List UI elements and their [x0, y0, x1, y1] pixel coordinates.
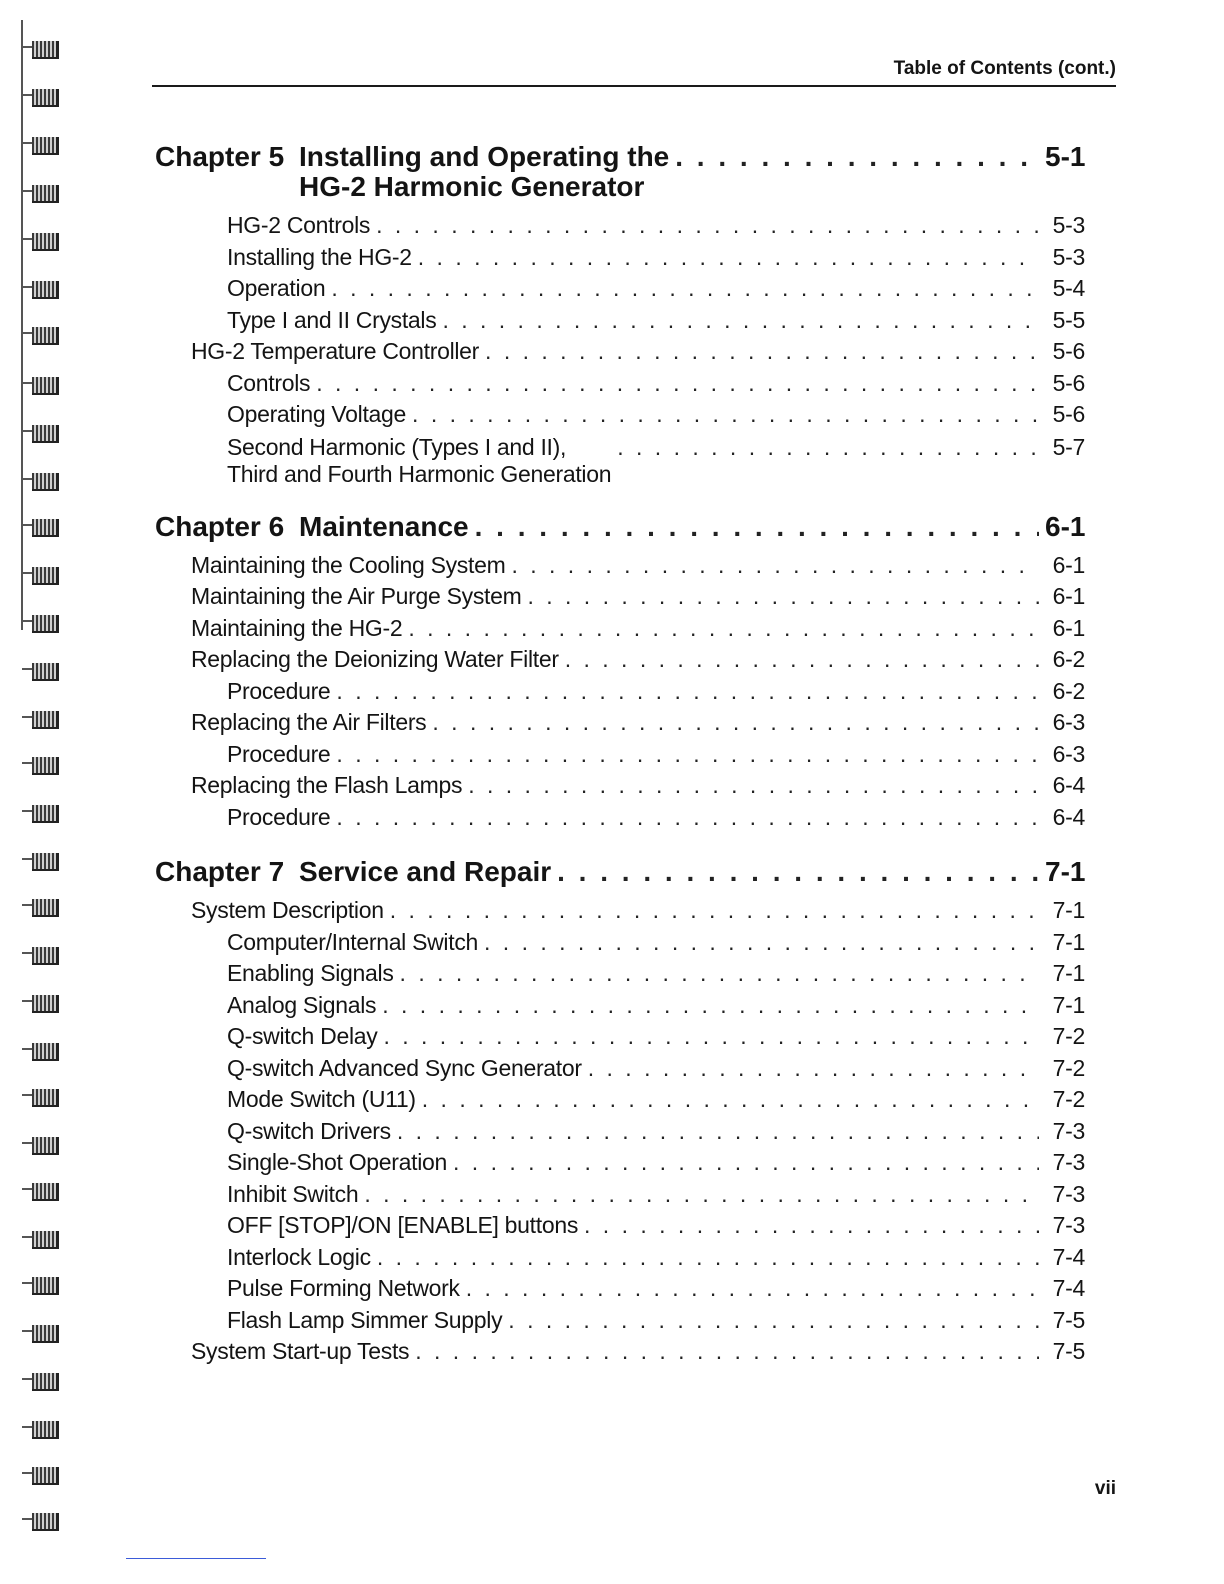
dot-leader — [422, 1084, 1039, 1116]
page-number: 7-3 — [1052, 1117, 1085, 1144]
toc-entry[interactable] — [155, 305, 1085, 337]
entry-label: Pulse Forming Network — [227, 1275, 460, 1301]
entry-label: Q-switch Advanced Sync Generator — [227, 1054, 582, 1081]
page-number: 7-2 — [1052, 1086, 1085, 1112]
dot-leader — [442, 305, 1039, 337]
entry-label: Flash Lamp Simmer Supply — [227, 1306, 503, 1333]
dot-leader — [376, 210, 1039, 242]
page-number: 6-3 — [1052, 740, 1085, 767]
toc-entry[interactable] — [155, 1053, 1085, 1085]
chapter-number: Chapter 7 — [155, 856, 285, 887]
entry-label-line-1: Second Harmonic (Types I and II), — [227, 433, 567, 460]
dot-leader — [418, 242, 1039, 274]
dot-leader — [377, 1242, 1039, 1274]
entry-label: Inhibit Switch — [227, 1180, 359, 1207]
toc-entry[interactable] — [155, 242, 1085, 274]
entry-label: Enabling Signals — [227, 960, 394, 986]
entry-label: Procedure — [227, 740, 331, 767]
toc-entry[interactable] — [155, 1242, 1085, 1274]
chapter-title-line-2: HG-2 Harmonic Generator — [299, 171, 645, 202]
page-number: 5-5 — [1052, 306, 1085, 333]
entry-label: Procedure — [227, 677, 331, 704]
toc-entry[interactable] — [155, 676, 1085, 708]
binding-ring-icon — [22, 1230, 58, 1248]
dot-leader — [588, 1053, 1039, 1085]
binding-ring-icon — [22, 852, 58, 870]
entry-label: Mode Switch (U11) — [227, 1086, 416, 1112]
scan-artifact-line — [126, 1558, 266, 1559]
toc-chapter-6[interactable] — [155, 512, 1085, 542]
binding-ring-icon — [22, 326, 58, 344]
page-number: 6-3 — [1052, 709, 1085, 735]
page-number: 6-1 — [1052, 551, 1085, 578]
dot-leader — [508, 1305, 1039, 1337]
page-number: 7-3 — [1052, 1180, 1085, 1207]
page-number-footer: vii — [1094, 1478, 1116, 1499]
toc-entry[interactable] — [155, 1336, 1085, 1368]
entry-label: System Start-up Tests — [191, 1338, 410, 1364]
entry-label: Installing the HG-2 — [227, 243, 412, 270]
page-number: 7-2 — [1052, 1054, 1085, 1081]
page-number: 7-3 — [1052, 1149, 1085, 1175]
entry-label: Procedure — [227, 803, 331, 830]
entry-label: Analog Signals — [227, 991, 377, 1018]
binding-ring-icon — [22, 1420, 58, 1438]
binding-ring-icon — [22, 472, 58, 490]
binding-ring-icon — [22, 1182, 58, 1200]
dot-leader — [336, 676, 1039, 708]
dot-leader — [584, 1210, 1039, 1242]
toc-entry[interactable] — [155, 210, 1085, 242]
entry-label: Single-Shot Operation — [227, 1149, 448, 1175]
toc-entry[interactable] — [155, 707, 1085, 739]
binding-ring-icon — [22, 1276, 58, 1294]
entry-label: Maintaining the Cooling System — [191, 551, 506, 578]
dot-leader — [511, 550, 1039, 582]
toc-entry[interactable] — [155, 431, 1085, 488]
dot-leader — [415, 1336, 1039, 1368]
entry-label: HG-2 Controls — [227, 212, 371, 238]
chapter-title: Service and Repair — [299, 856, 552, 887]
entry-label-line-2: Third and Fourth Harmonic Generation — [227, 460, 612, 487]
binding-ring-icon — [22, 1372, 58, 1390]
toc-entry[interactable] — [155, 368, 1085, 400]
dot-leader — [364, 1179, 1039, 1211]
entry-label: Operating Voltage — [227, 401, 407, 427]
dot-leader — [331, 273, 1039, 305]
binding-ring-icon — [22, 662, 58, 680]
page-number: 5-7 — [1052, 433, 1085, 460]
toc-entry[interactable] — [155, 1084, 1085, 1116]
toc-entry[interactable] — [155, 399, 1085, 431]
dot-leader — [675, 142, 1039, 172]
page-number: 5-6 — [1052, 369, 1085, 396]
dot-leader — [617, 434, 1039, 461]
page-number: 5-3 — [1052, 212, 1085, 238]
page-number: 7-3 — [1052, 1212, 1085, 1238]
toc-entry[interactable] — [155, 1116, 1085, 1148]
entry-label: Computer/Internal Switch — [227, 928, 479, 955]
dot-leader — [397, 1116, 1039, 1148]
toc-chapter-7[interactable] — [155, 857, 1085, 887]
dot-leader — [484, 927, 1039, 959]
binding-ring-icon — [22, 898, 58, 916]
page-number: 6-1 — [1052, 583, 1085, 609]
toc-entry[interactable] — [155, 1021, 1085, 1053]
toc-entry[interactable] — [155, 550, 1085, 582]
entry-label: Replacing the Deionizing Water Filter — [191, 646, 559, 672]
dot-leader — [466, 1273, 1039, 1305]
dot-leader — [382, 990, 1039, 1022]
binding-ring-icon — [22, 1042, 58, 1060]
dot-leader — [468, 770, 1039, 802]
entry-label: Q-switch Delay — [227, 1023, 378, 1049]
dot-leader — [316, 368, 1039, 400]
entry-label: Q-switch Drivers — [227, 1117, 391, 1144]
spiral-binding — [0, 0, 70, 1584]
page-number: 7-1 — [1045, 856, 1086, 887]
toc-entry[interactable] — [155, 613, 1085, 645]
toc-entry[interactable] — [155, 644, 1085, 676]
dot-leader — [412, 399, 1039, 431]
toc-entry[interactable] — [155, 958, 1085, 990]
binding-ring-icon — [22, 88, 58, 106]
toc-entry[interactable] — [155, 990, 1085, 1022]
binding-ring-icon — [22, 1088, 58, 1106]
dot-leader — [383, 1021, 1039, 1053]
entry-label: Operation — [227, 275, 326, 301]
entry-label: Type I and II Crystals — [227, 306, 437, 333]
chapter-number: Chapter 5 — [155, 141, 285, 172]
page-number: 7-1 — [1052, 960, 1085, 986]
page-number: 7-1 — [1052, 928, 1085, 955]
dot-leader — [408, 613, 1039, 645]
dot-leader — [557, 857, 1039, 887]
binding-ring-icon — [22, 280, 58, 298]
toc-entry[interactable] — [155, 581, 1085, 613]
header-title: Table of Contents (cont.) — [893, 58, 1116, 79]
binding-ring-icon — [22, 136, 58, 154]
entry-label — [227, 434, 611, 488]
page-number: 6-4 — [1052, 772, 1085, 798]
toc-chapter-5[interactable] — [155, 142, 1085, 202]
binding-ring-icon — [22, 184, 58, 202]
toc-entry[interactable] — [155, 1305, 1085, 1337]
toc-entry[interactable] — [155, 1147, 1085, 1179]
entry-label: Maintaining the Air Purge System — [191, 583, 522, 609]
binding-ring-icon — [22, 1136, 58, 1154]
page-number: 5-1 — [1045, 141, 1086, 172]
toc-entry[interactable] — [155, 336, 1085, 368]
page-number: 5-3 — [1052, 243, 1085, 270]
binding-ring-icon — [22, 756, 58, 774]
dot-leader — [565, 644, 1039, 676]
toc-entry[interactable] — [155, 273, 1085, 305]
binding-ring-icon — [22, 946, 58, 964]
binding-ring-icon — [22, 804, 58, 822]
page-number: 7-1 — [1052, 897, 1085, 923]
chapter-title: Maintenance — [299, 510, 469, 542]
dot-leader — [390, 895, 1039, 927]
page-number: 6-2 — [1052, 677, 1085, 704]
page-number: 6-2 — [1052, 646, 1085, 672]
binding-edge-line — [21, 20, 23, 630]
toc-entry[interactable] — [155, 895, 1085, 927]
page-header — [152, 58, 1116, 87]
entry-label: Replacing the Flash Lamps — [191, 772, 463, 798]
dot-leader — [475, 512, 1039, 542]
binding-ring-icon — [22, 376, 58, 394]
entry-label: OFF [STOP]/ON [ENABLE] buttons — [227, 1212, 579, 1238]
chapter-title — [299, 142, 669, 202]
entry-label: System Description — [191, 897, 384, 923]
page-number: 6-1 — [1045, 510, 1086, 542]
binding-ring-icon — [22, 994, 58, 1012]
binding-ring-icon — [22, 232, 58, 250]
binding-ring-icon — [22, 614, 58, 632]
toc-entry[interactable] — [155, 1179, 1085, 1211]
page-number: 5-6 — [1052, 401, 1085, 427]
page-number: 7-1 — [1052, 991, 1085, 1018]
page-number: 5-4 — [1052, 275, 1085, 301]
dot-leader — [336, 739, 1039, 771]
page-number: 7-4 — [1052, 1275, 1085, 1301]
dot-leader — [453, 1147, 1039, 1179]
binding-ring-icon — [22, 40, 58, 58]
binding-ring-icon — [22, 424, 58, 442]
dot-leader — [527, 581, 1039, 613]
entry-label: Interlock Logic — [227, 1243, 371, 1270]
dot-leader — [400, 958, 1039, 990]
table-of-contents — [155, 142, 1085, 1368]
binding-ring-icon — [22, 1324, 58, 1342]
page-number: 6-1 — [1052, 614, 1085, 641]
dot-leader — [485, 336, 1039, 368]
page-number: 5-6 — [1052, 338, 1085, 364]
toc-entry[interactable] — [155, 927, 1085, 959]
toc-entry[interactable] — [155, 1273, 1085, 1305]
binding-ring-icon — [22, 1466, 58, 1484]
entry-label: Maintaining the HG-2 — [191, 614, 403, 641]
page-number: 7-5 — [1052, 1338, 1085, 1364]
dot-leader — [432, 707, 1039, 739]
toc-entry[interactable] — [155, 802, 1085, 834]
binding-ring-icon — [22, 566, 58, 584]
page-number: 7-5 — [1052, 1306, 1085, 1333]
binding-ring-icon — [22, 518, 58, 536]
page-number: 7-2 — [1052, 1023, 1085, 1049]
chapter-number: Chapter 6 — [155, 510, 285, 542]
page-number: 7-4 — [1052, 1243, 1085, 1270]
binding-ring-icon — [22, 1512, 58, 1530]
toc-entry[interactable] — [155, 770, 1085, 802]
binding-ring-icon — [22, 710, 58, 728]
entry-label: Controls — [227, 369, 311, 396]
page-number: 6-4 — [1052, 803, 1085, 830]
dot-leader — [336, 802, 1039, 834]
toc-entry[interactable] — [155, 1210, 1085, 1242]
entry-label: HG-2 Temperature Controller — [191, 338, 480, 364]
entry-label: Replacing the Air Filters — [191, 709, 427, 735]
toc-entry[interactable] — [155, 739, 1085, 771]
chapter-title-line-1: Installing and Operating the — [299, 141, 670, 172]
